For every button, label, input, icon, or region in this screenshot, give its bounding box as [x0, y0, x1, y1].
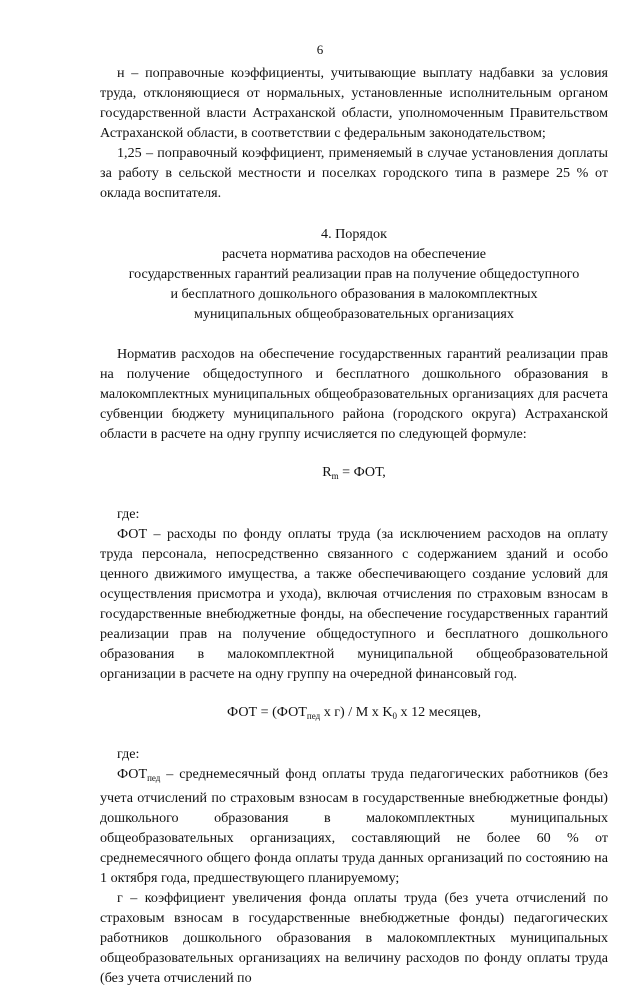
formula-fot-part1: ФОТ = (ФОТ — [227, 704, 307, 720]
paragraph-fot: ФОТ – расходы по фонду оплаты труда (за исключением расходов на оплату труда персонала, непосредственно связанного с содержанием зданий и особо ценного движимого имущества, а также обеспечивающего создание условий для осуществления присмотра и ухода), включая отчисления по страховым взносам в государственные внебюджетные фонды, на обеспечение государственных гарантий реализации прав на получение общедоступного и бесплатного дошкольного образования в малокомплектной муниципальной общеобразовательной организации в расчете на одну группу на очередной финансовый год. — [100, 526, 608, 682]
document-body — [100, 63, 608, 988]
section-heading — [100, 224, 608, 324]
formula-rm-symbol: R — [322, 464, 332, 480]
section-title-line: государственных гарантий реализации прав на получение общедоступного — [128, 266, 580, 282]
formula-fot-sub-ped: пед — [306, 711, 321, 721]
formula-rm — [100, 462, 608, 486]
page-number: 6 — [316, 42, 324, 57]
paragraph-g-coefficient: г – коэффициент увеличения фонда оплаты труда (без учета отчислений по страховым взносам в государственные внебюджетные фонды) педагогических работников дошкольного образования в малокомплектных муниципальных общеобразовательных организациях на величину расходов по фонду оплаты труда (без учета отчислений по — [100, 890, 608, 986]
section-title-line: муниципальных общеобразовательных организациях — [194, 306, 514, 322]
section-title: 4. Порядок — [321, 226, 387, 242]
paragraph-fot-ped — [100, 764, 608, 888]
paragraph-normative: Норматив расходов на обеспечение государственных гарантий реализации прав на получение общедоступного и бесплатного дошкольного образования в малокомплектных муниципальных общеобразовательных организациях для расчета субвенции бюджету муниципального района (городского округа) Астраханской области в расчете на одну группу исчисляется по следующей формуле: — [100, 346, 608, 442]
fot-ped-definition: – среднемесячный фонд оплаты труда педагогических работников (без учета отчислений по страховым взносам в государственные внебюджетные фонды) дошкольного образования в малокомплектных муниципальных общеобразовательных организациях, составляющий не более 60 % от среднемесячного общего фонда оплаты труда данных организаций по состоянию на 1 октября года, предшествующего планируемому; — [100, 766, 608, 886]
section-title-line: расчета норматива расходов на обеспечение — [221, 246, 487, 262]
fot-ped-term: ФОТ — [117, 766, 148, 782]
formula-fot — [100, 702, 608, 726]
formula-fot-part3: x 12 месяцев, — [397, 704, 481, 720]
where-label: где: — [117, 746, 140, 762]
formula-rm-rhs: = ФОТ, — [338, 464, 386, 480]
paragraph-coefficient-1-25: 1,25 – поправочный коэффициент, применяемый в случае установления доплаты за работу в сельской местности и поселках городского типа в размере 25 % от оклада воспитателя. — [100, 145, 608, 201]
where-label: где: — [117, 506, 140, 522]
formula-fot-sub-k0: 0 — [392, 711, 398, 721]
formula-rm-subscript: m — [331, 471, 339, 481]
formula-fot-part2: x г) / M x K — [320, 704, 393, 720]
section-title-line: и бесплатного дошкольного образования в малокомплектных — [170, 286, 538, 302]
fot-ped-subscript: пед — [147, 773, 161, 783]
paragraph-n-coefficients: н – поправочные коэффициенты, учитывающие выплату надбавки за условия труда, отклоняющиеся от нормальных, установленные исполнительным органом государственной власти Астраханской области, уполномоченным Правительством Астраханской области, в соответствии с федеральным законодательством; — [100, 65, 608, 141]
